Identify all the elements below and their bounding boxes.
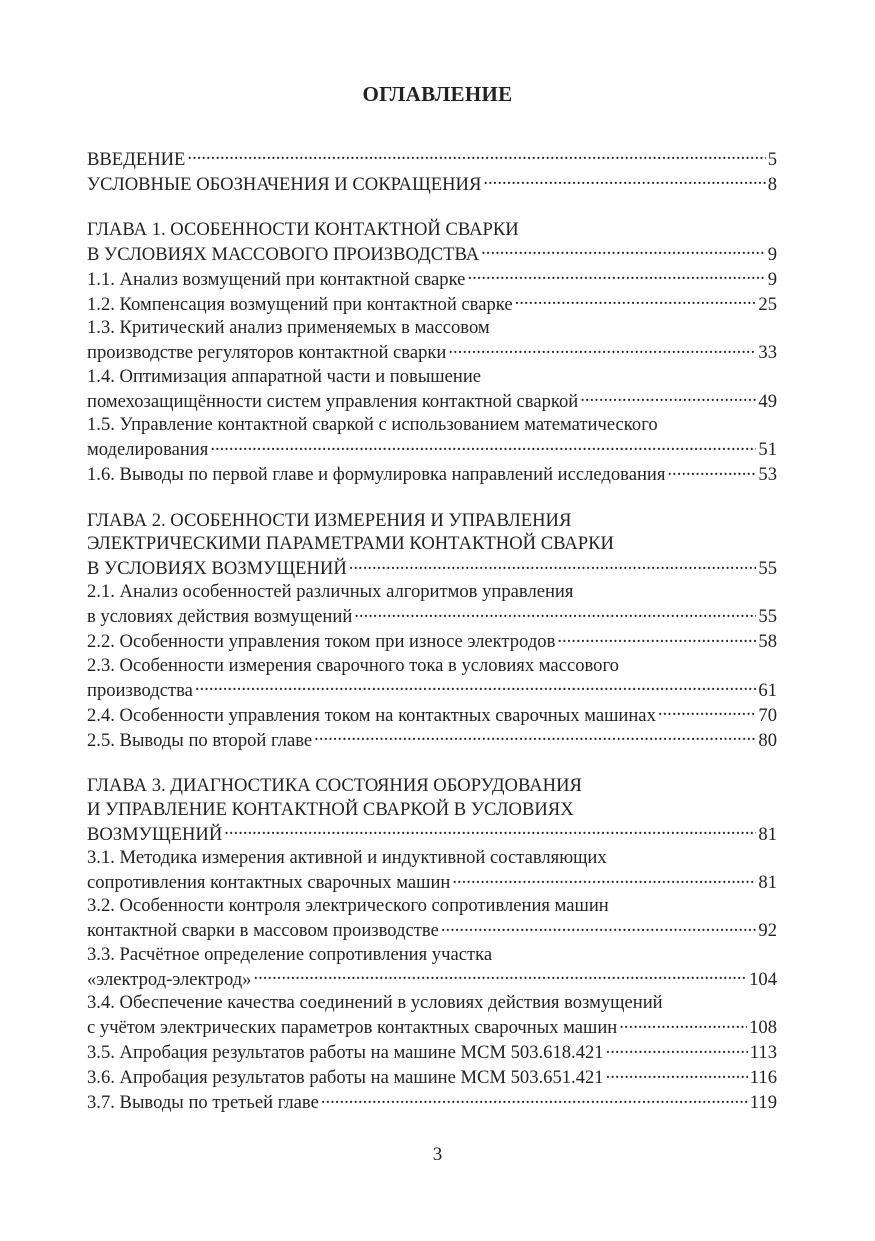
toc-leader-dots (253, 966, 747, 985)
toc-leader-dots (481, 241, 766, 260)
toc-leader-dots (314, 727, 756, 746)
toc-entry-first-line[interactable]: 3.3. Расчётное определение сопротивления участка (87, 943, 493, 965)
toc-entry[interactable] (87, 462, 777, 487)
toc-entry-title: В УСЛОВИЯХ МАССОВОГО ПРОИЗВОДСТВА (87, 244, 480, 265)
toc-chapter-3 (87, 774, 777, 1114)
toc-leader-dots (210, 437, 756, 456)
toc-entry[interactable] (87, 437, 777, 462)
toc-entry-page: 81 (758, 872, 777, 894)
toc-entry-page: 9 (767, 244, 777, 265)
toc-entry-page: 104 (749, 968, 777, 990)
toc-entry-first-line[interactable]: 2.1. Анализ особенностей различных алгоритмов управления (87, 581, 574, 603)
toc-leader-dots (606, 1065, 748, 1084)
toc-entry-first-line[interactable]: 3.4. Обеспечение качества соединений в условиях действия возмущений (87, 992, 663, 1014)
toc-entry-title: 2.2. Особенности управления током при износе электродов (87, 631, 556, 653)
toc-entry-title: производстве регуляторов контактной сварки (87, 342, 447, 364)
toc-entry[interactable] (87, 966, 777, 991)
toc-entry-title: с учётом электрических параметров контактных сварочных машин (87, 1017, 618, 1039)
toc-entry-title: в условиях действия возмущений (87, 606, 353, 628)
chapter-heading-line: ГЛАВА 1. ОСОБЕННОСТИ КОНТАКТНОЙ СВАРКИ (87, 219, 519, 240)
toc-entry-page: 33 (758, 342, 777, 364)
chapter-heading-line: ГЛАВА 2. ОСОБЕННОСТИ ИЗМЕРЕНИЯ И УПРАВЛЕНИЯ (87, 509, 572, 531)
toc-entry-introduction[interactable] (87, 146, 777, 171)
toc-entry[interactable] (87, 1040, 777, 1065)
toc-entry-title: В УСЛОВИЯХ ВОЗМУЩЕНИЙ (87, 558, 347, 580)
toc-entry-title: 1.6. Выводы по первой главе и формулировка направлений исследования (87, 464, 666, 486)
toc-entry-first-line[interactable]: 1.3. Критический анализ применяемых в массовом (87, 317, 490, 339)
toc-entry-title: контактной сварки в массовом производстве (87, 920, 439, 942)
toc-leader-dots (349, 555, 757, 574)
toc-entry-page: 55 (758, 558, 777, 580)
toc-entry-page: 80 (758, 729, 777, 751)
toc-entry-first-line[interactable]: 1.5. Управление контактной сваркой с использованием математического (87, 414, 658, 436)
toc-entry-page: 55 (758, 606, 777, 628)
toc-entry-title: 1.2. Компенсация возмущений при контактной сварке (87, 294, 513, 315)
toc-entry-title: 3.6. Апробация результатов работы на машине МСМ 503.651.421 (87, 1067, 604, 1089)
toc-leader-dots (195, 677, 757, 696)
toc-entry-title: УСЛОВНЫЕ ОБОЗНАЧЕНИЯ И СОКРАЩЕНИЯ (87, 173, 482, 195)
toc-entry-page: 70 (758, 704, 777, 726)
toc-entry-title: 2.4. Особенности управления током на контактных сварочных машинах (87, 704, 656, 726)
toc-entry-first-line[interactable]: 3.2. Особенности контроля электрического сопротивления машин (87, 895, 609, 917)
toc-entry-title: ВВЕДЕНИЕ (87, 148, 186, 170)
toc-chapter-2 (87, 509, 777, 753)
toc-entry-title: производства (87, 679, 193, 701)
toc-entry[interactable] (87, 340, 777, 365)
page-title: ОГЛАВЛЕНИЕ (362, 82, 513, 106)
toc-leader-dots (448, 340, 756, 359)
chapter-heading-line: ЭЛЕКТРИЧЕСКИМИ ПАРАМЕТРАМИ КОНТАКТНОЙ СВАРКИ (87, 533, 614, 555)
toc-leader-dots (354, 604, 756, 623)
toc-entry-page: 92 (758, 920, 777, 942)
toc-leader-dots (321, 1090, 748, 1109)
toc-leader-dots (483, 171, 765, 190)
toc-entry[interactable] (87, 727, 777, 752)
toc-entry-page: 119 (749, 1092, 777, 1114)
toc-entry-chapter-3[interactable] (87, 821, 777, 846)
toc-entry-page: 58 (758, 631, 777, 653)
toc-entry[interactable] (87, 869, 777, 894)
toc-leader-dots (606, 1040, 748, 1059)
toc-entry[interactable] (87, 702, 777, 727)
toc-entry-page: 51 (758, 439, 777, 461)
toc-entry-first-line[interactable]: 3.1. Методика измерения активной и индуктивной составляющих (87, 847, 607, 869)
toc-leader-dots (441, 918, 757, 937)
toc-entry-page: 116 (749, 1067, 777, 1089)
toc-entry-page: 25 (758, 294, 777, 315)
toc-entry[interactable] (87, 1065, 777, 1090)
toc-entry-title: 3.7. Выводы по третьей главе (87, 1092, 319, 1114)
toc-entry[interactable] (87, 291, 777, 316)
toc-leader-dots (580, 388, 756, 407)
chapter-heading-line: ГЛАВА 3. ДИАГНОСТИКА СОСТОЯНИЯ ОБОРУДОВАНИЯ (87, 775, 582, 797)
toc-entry-page: 49 (758, 390, 777, 412)
toc-entry-page: 81 (758, 823, 777, 845)
toc-entry[interactable] (87, 629, 777, 654)
toc-entry-chapter-1[interactable] (87, 241, 777, 266)
toc-leader-dots (658, 702, 757, 721)
toc-entry-title: «электрод-электрод» (87, 968, 252, 990)
toc-leader-dots (667, 462, 756, 481)
toc-entry-title: 1.1. Анализ возмущений при контактной сварке (87, 269, 466, 290)
toc-entry[interactable] (87, 677, 777, 702)
toc-entry[interactable] (87, 918, 777, 943)
toc-entry-page: 5 (767, 148, 777, 170)
toc-entry-title: ВОЗМУЩЕНИЙ (87, 823, 223, 845)
toc-leader-dots (452, 869, 756, 888)
toc-entry[interactable] (87, 388, 777, 413)
toc-entry-page: 8 (767, 173, 777, 195)
toc-entry-first-line[interactable]: 2.3. Особенности измерения сварочного тока в условиях массового (87, 654, 619, 676)
toc-entry-title: помехозащищённости систем управления контактной сваркой (87, 390, 579, 412)
toc-entry-chapter-2[interactable] (87, 555, 777, 580)
table-of-contents (87, 146, 777, 1137)
toc-entry-page: 53 (758, 464, 777, 486)
toc-entry[interactable] (87, 266, 777, 291)
toc-entry-title: 3.5. Апробация результатов работы на машине МСМ 503.618.421 (87, 1042, 604, 1064)
toc-entry-title: моделирования (87, 439, 209, 461)
toc-entry-title: 2.5. Выводы по второй главе (87, 729, 313, 751)
toc-entry[interactable] (87, 1090, 777, 1115)
toc-leader-dots (187, 146, 765, 165)
toc-leader-dots (224, 821, 756, 840)
toc-entry-abbreviations[interactable] (87, 171, 777, 196)
toc-entry-page: 61 (758, 679, 777, 701)
toc-entry-first-line[interactable]: 1.4. Оптимизация аппаратной части и повышение (87, 365, 482, 387)
toc-entry[interactable] (87, 1015, 777, 1040)
toc-chapter-1 (87, 218, 777, 487)
page-number: 3 (432, 1144, 443, 1165)
toc-entry-title: сопротивления контактных сварочных машин (87, 872, 451, 894)
toc-leader-dots (515, 291, 757, 310)
toc-leader-dots (619, 1015, 747, 1034)
chapter-heading-line: И УПРАВЛЕНИЕ КОНТАКТНОЙ СВАРКОЙ В УСЛОВИЯХ (87, 798, 574, 820)
toc-entry[interactable] (87, 604, 777, 629)
toc-entry-page: 113 (749, 1042, 777, 1064)
toc-entry-page: 108 (749, 1017, 777, 1039)
toc-leader-dots (467, 266, 765, 285)
toc-leader-dots (557, 629, 756, 648)
toc-entry-page: 9 (767, 269, 777, 290)
toc-intro-section (87, 146, 777, 196)
